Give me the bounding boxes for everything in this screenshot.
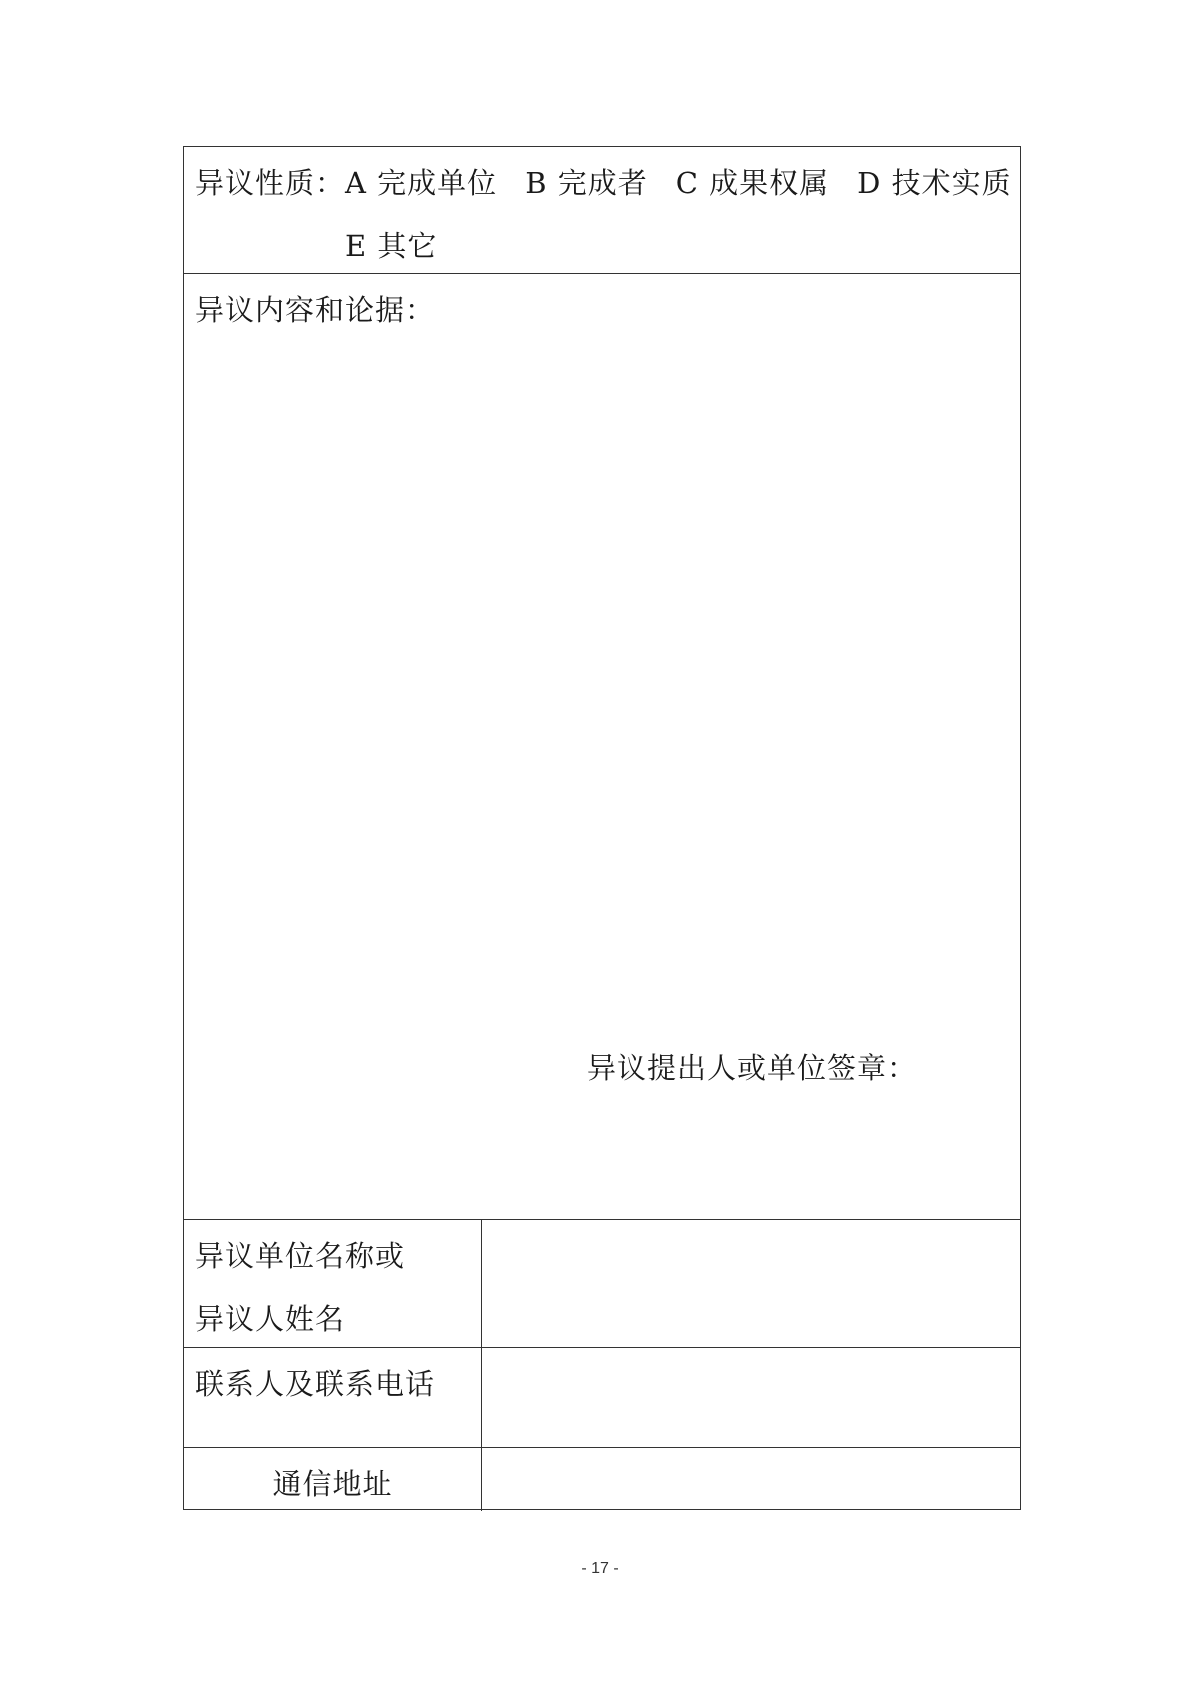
objection-content-row[interactable] xyxy=(184,273,1020,1219)
objection-nature-row xyxy=(184,147,1020,273)
contact-label-cell xyxy=(184,1348,482,1447)
objection-nature-line xyxy=(195,161,1012,202)
unit-name-label-line2: 异议人姓名 xyxy=(195,1302,346,1336)
contact-label: 联系人及联系电话 xyxy=(195,1367,436,1401)
contact-field[interactable] xyxy=(482,1348,1020,1447)
signature-label: 异议提出人或单位签章： xyxy=(587,1051,918,1085)
address-row xyxy=(184,1447,1020,1511)
unit-name-label-cell xyxy=(184,1220,482,1347)
nature-option-b[interactable]: B 完成者 xyxy=(525,166,648,200)
unit-name-row xyxy=(184,1219,1020,1347)
unit-name-label-line1: 异议单位名称或 xyxy=(195,1239,406,1273)
objection-content-label: 异议内容和论据： xyxy=(195,293,436,327)
nature-option-a[interactable]: A 完成单位 xyxy=(345,166,498,200)
nature-option-c[interactable]: C 成果权属 xyxy=(675,166,830,200)
nature-option-e[interactable]: E 其它 xyxy=(345,229,438,263)
objection-nature-label: 异议性质： xyxy=(195,166,346,200)
address-label-cell xyxy=(184,1448,482,1511)
nature-option-d[interactable]: D 技术实质 xyxy=(857,166,1012,200)
address-field[interactable] xyxy=(482,1448,1020,1511)
address-label: 通信地址 xyxy=(272,1467,393,1501)
page-number: - 17 - xyxy=(581,1560,619,1577)
contact-row xyxy=(184,1347,1020,1447)
unit-name-field[interactable] xyxy=(482,1220,1020,1347)
objection-form-table xyxy=(183,146,1021,1510)
